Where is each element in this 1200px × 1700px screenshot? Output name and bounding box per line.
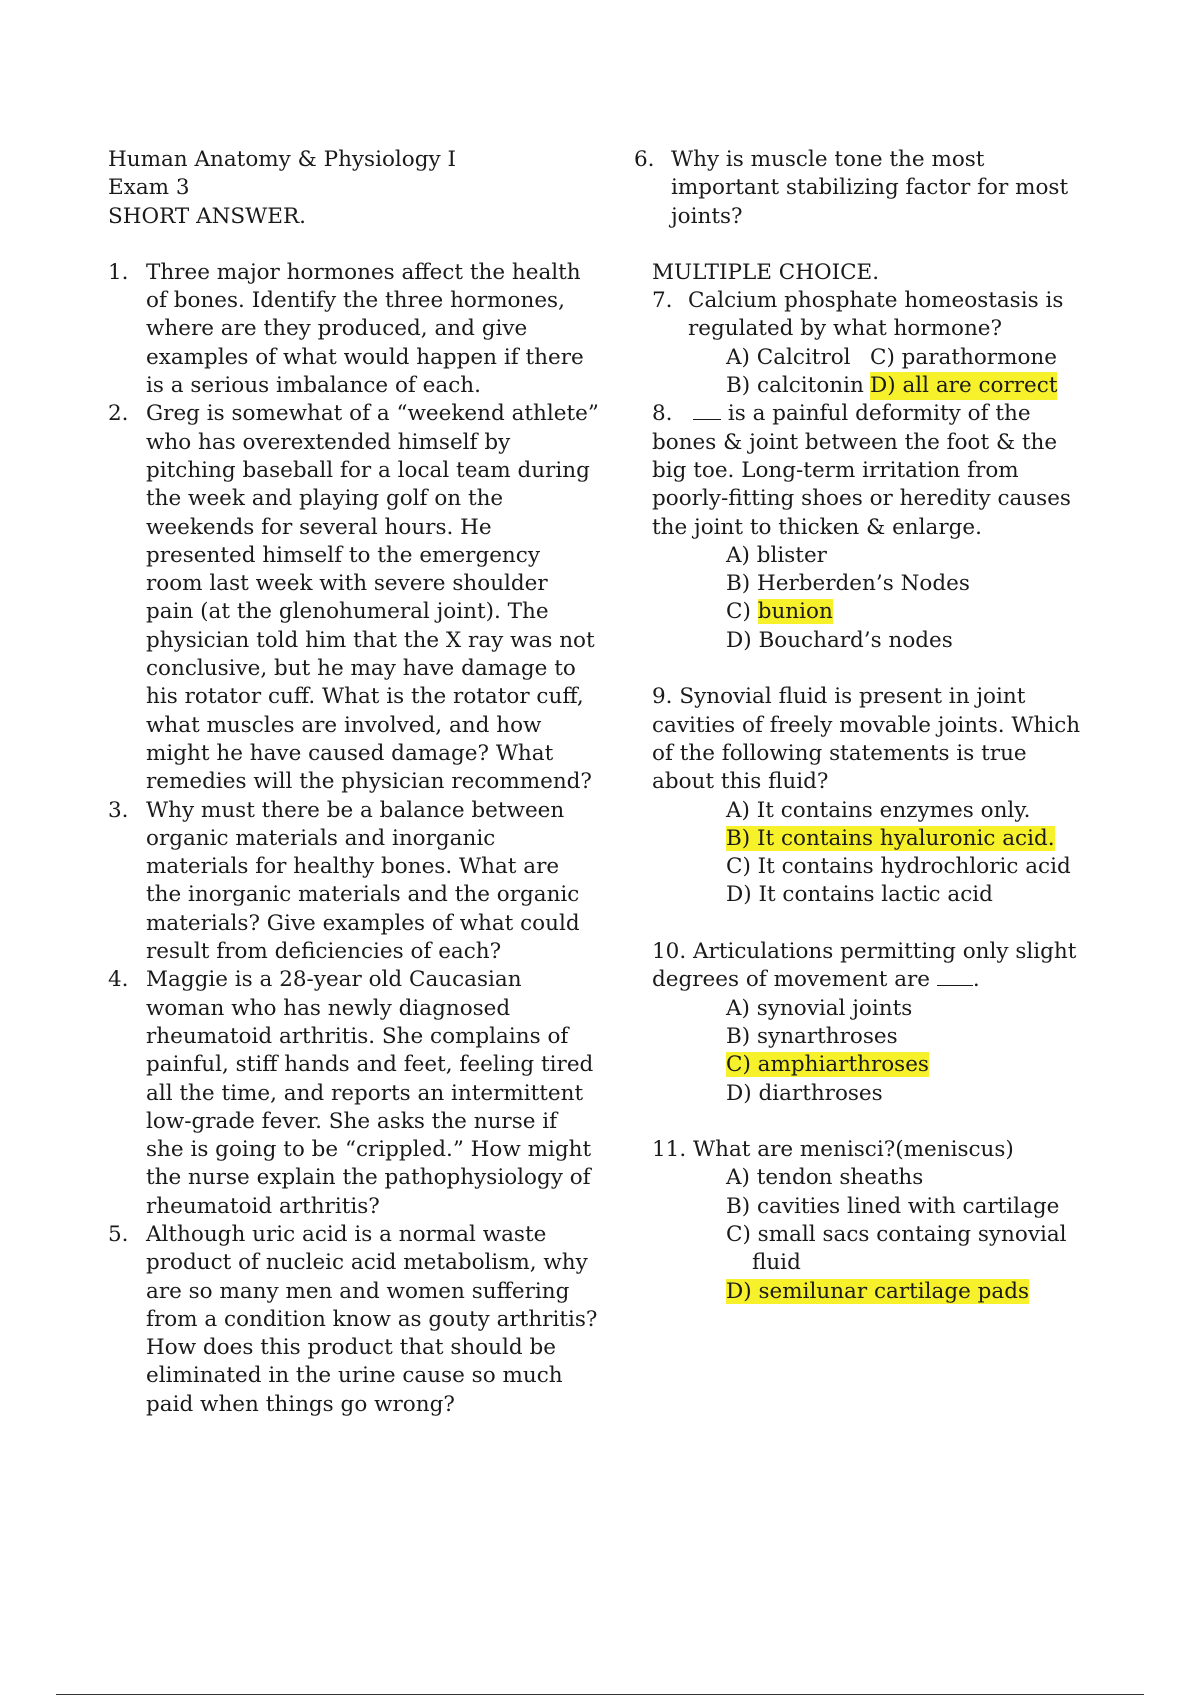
left-column — [108, 146, 600, 1419]
question-text: Greg is somewhat of a “weekend athlete” who has overextended himself by pitching baseball for a local team during the week and playing golf on the weekends for several hours. He presented himself to the emergency room last week with severe shoulder pain (at the glenohumeral joint). The physician told him that the X ray was not conclusive, but he may have damage to his rotator cuff. What is the rotator cuff, what muscles are involved, and how might he have caused damage? What remedies will the physician recommend? — [146, 401, 599, 795]
answer-blank — [937, 967, 973, 986]
question-10: 10. Articulations permitting only slight degrees of movement are . — [652, 939, 1077, 993]
question-10-options — [726, 995, 1094, 1108]
course-title: Human Anatomy & Physiology I — [108, 147, 456, 172]
option-b: B) Herberden’s Nodes — [726, 571, 970, 597]
question-text: Maggie is a 28-year old Caucasian woman who has newly diagnosed rheumatoid arthritis. She complains of painful, stiff hands and feet, feeling tired all the time, and reports an intermittent low-grade fever. She asks the nurse if she is going to be “crippled.” How might the nurse explain the pathophysiology of rheumatoid arthritis? — [146, 967, 594, 1219]
option-b: B) calcitonin — [726, 373, 864, 399]
question-text: Why must there be a balance between organic materials and inorganic materials for healthy bones. What are the inorganic materials and the organic materials? Give examples of what could result from deficiencies of each? — [146, 797, 580, 965]
right-column — [634, 146, 1094, 1306]
option-c-continued: fluid — [752, 1250, 801, 1276]
option-b-highlighted: B) It contains hyaluronic acid. — [726, 825, 1055, 851]
question-8-options — [726, 542, 1094, 655]
question-8: 8. is a painful deformity of the bones & joint between the foot & the big toe. Long-term irritation from poorly-fitting shoes or heredity causes the joint to thicken & enlarge. — [652, 401, 1071, 540]
option-d: D) diarthroses — [726, 1080, 883, 1106]
option-d-highlighted: D) all are correct — [870, 372, 1057, 400]
section-title: SHORT ANSWER. — [108, 203, 306, 229]
option-c-highlighted: C) amphiarthroses — [726, 1052, 929, 1078]
option-d: D) It contains lactic acid — [726, 882, 993, 908]
question-9: 9. Synovial fluid is present in joint cavities of freely movable joints. Which of the following statements is true about this fluid? — [652, 684, 1081, 795]
question-text: Three major hormones affect the health of bones. Identify the three hormones, where are they produced, and give examples of what would happen if there is a serious imbalance of each. — [146, 259, 584, 399]
option-d-highlighted: D) semilunar cartilage pads — [726, 1278, 1030, 1304]
option-c: C) bunion — [726, 599, 833, 625]
option-a: A) It contains enzymes only. — [726, 797, 1031, 823]
question-11-options — [726, 1164, 1094, 1305]
question-7-options — [726, 344, 1094, 401]
question-text: 10. Articulations permitting only slight degrees of movement are — [652, 939, 1077, 993]
question-text: is a painful deformity of the bones & joint between the foot & the big toe. Long-term irritation from poorly-fitting shoes or heredity causes the joint to thicken & enlarge. — [652, 401, 1071, 540]
option-a: A) Calcitrol — [726, 344, 851, 370]
question-6: 6. Why is muscle tone the most important stabilizing factor for most joints? — [634, 147, 1069, 229]
answer-blank — [693, 401, 721, 420]
option-a: A) blister — [726, 542, 827, 568]
option-c: C) small sacs containg synovial — [726, 1221, 1067, 1247]
exam-header — [108, 146, 600, 231]
option-a: A) synovial joints — [726, 995, 913, 1021]
question-text: Calcium phosphate homeostasis is regulated by what hormone? — [688, 288, 1064, 342]
option-d: D) Bouchard’s nodes — [726, 627, 953, 653]
question-9-options — [726, 797, 1094, 910]
option-b: B) synarthroses — [726, 1023, 898, 1049]
exam-number: Exam 3 — [108, 175, 190, 201]
multiple-choice-title: MULTIPLE CHOICE. — [652, 259, 880, 285]
list-item: 4. Maggie is a 28-year old Caucasian woman who has newly diagnosed rheumatoid arthritis. She complains of painful, stiff hands and feet, feeling tired all the time, and reports an intermittent low-grade fever. She asks the nurse if she is going to be “crippled.” How might the nurse explain the pathophysiology of rheumatoid arthritis? — [108, 967, 594, 1219]
list-item: 1. Three major hormones affect the health of bones. Identify the three hormones, where are they produced, and give examples of what would happen if there is a serious imbalance of each. — [108, 259, 584, 399]
option-c: C) parathormone — [870, 344, 1057, 370]
option-c-highlighted: bunion — [757, 599, 833, 625]
list-item: 3. Why must there be a balance between organic materials and inorganic materials for healthy bones. What are the inorganic materials and the organic materials? Give examples of what could result from deficiencies of each? — [108, 797, 580, 965]
list-item: 2. Greg is somewhat of a “weekend athlete” who has overextended himself by pitching baseball for a local team during the week and playing golf on the weekends for several hours. He presented himself to the emergency room last week with severe shoulder pain (at the glenohumeral joint). The physician told him that the X ray was not conclusive, but he may have damage to his rotator cuff. What is the rotator cuff, what muscles are involved, and how might he have caused damage? What remedies will the physician recommend? — [108, 401, 599, 795]
option-a: A) tendon sheaths — [726, 1165, 924, 1191]
short-answer-list — [108, 259, 600, 1419]
question-11: 11. What are menisci?(meniscus) — [652, 1137, 1014, 1163]
list-item: 5. Although uric acid is a normal waste product of nucleic acid metabolism, why are so many men and women suffering from a condition know as gouty arthritis? How does this product that should be eliminated in the urine cause so much paid when things go wrong? — [108, 1221, 598, 1417]
question-text: Why is muscle tone the most important stabilizing factor for most joints? — [671, 147, 1069, 229]
question-text: Although uric acid is a normal waste product of nucleic acid metabolism, why are so many men and women suffering from a condition know as gouty arthritis? How does this product that should be eliminated in the urine cause so much paid when things go wrong? — [146, 1221, 598, 1417]
option-b: B) cavities lined with cartilage — [726, 1193, 1060, 1219]
option-c: C) It contains hydrochloric acid — [726, 854, 1071, 880]
question-7: 7. Calcium phosphate homeostasis is regulated by what hormone? — [652, 288, 1064, 342]
footer-rule — [56, 1694, 1144, 1695]
